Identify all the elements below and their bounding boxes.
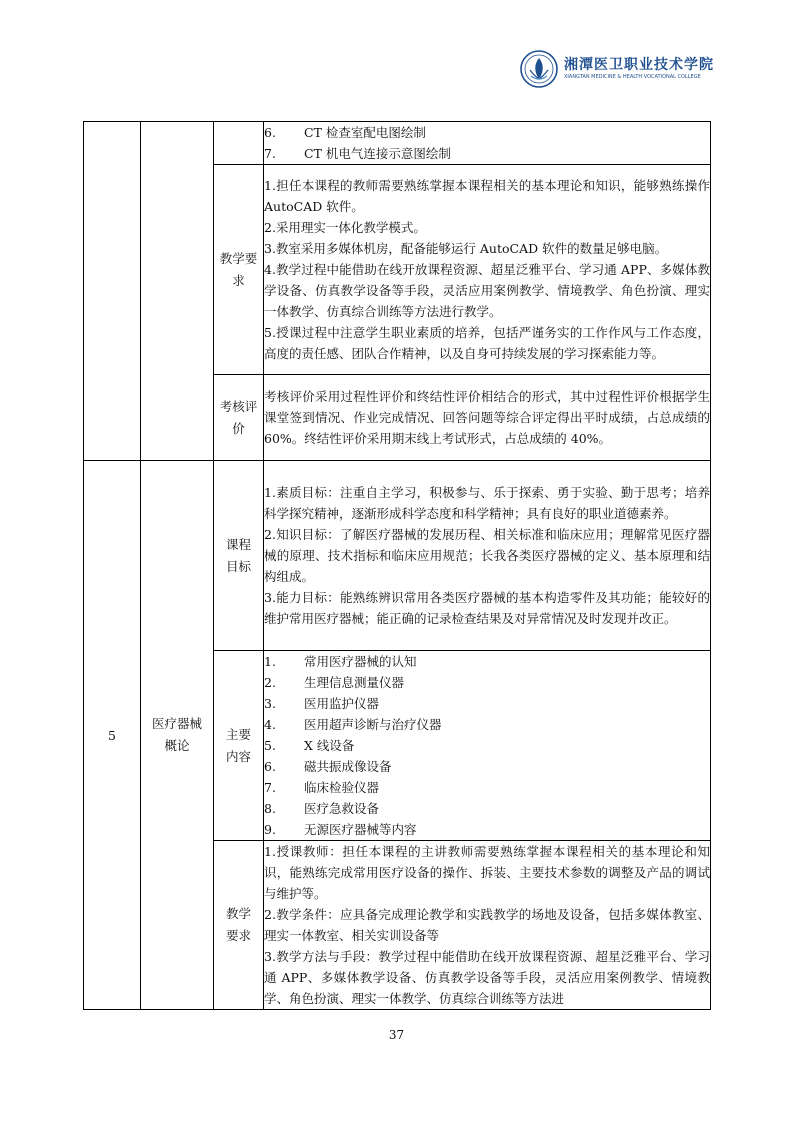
school-logo bbox=[520, 50, 716, 88]
paragraph: 1.授课教师：担任本课程的主讲教师需要熟练掌握本课程相关的基本理论和知识，能熟练完成常用医疗设备的操作、拆装、主要技术参数的调整及产品的调试与维护等。 bbox=[264, 844, 710, 901]
continued-name-cell bbox=[141, 122, 214, 461]
list-item: 6. CT 检查室配电图绘制 bbox=[264, 125, 426, 140]
content-label: 主要内容 bbox=[214, 651, 264, 841]
school-name-en: XIANGTAN MEDICINE & HEALTH VOCATIONAL COLLEGE bbox=[564, 74, 701, 80]
page-number: 37 bbox=[388, 1028, 405, 1042]
list-item: 7. CT 机电气连接示意图绘制 bbox=[264, 146, 451, 161]
list-item: 3. 医用监护仪器 bbox=[264, 696, 380, 711]
paragraph: 2.教学条件：应具备完成理论教学和实践教学的场地及设备，包括多媒体教室、理实一体教室、相关实训设备等 bbox=[264, 907, 710, 943]
paragraph: 4.教学过程中能借助在线开放课程资源、超星泛雅平台、学习通 APP、多媒体教学设备、仿真教学设备等手段，灵活应用案例教学、情境教学、角色扮演、理实一体教学、仿真综合训练等方法进行教学。 bbox=[264, 262, 710, 319]
paragraph: 1.担任本课程的教师需要熟练掌握本课程相关的基本理论和知识，能够熟练操作 AutoCAD 软件。 bbox=[264, 178, 710, 214]
list-item: 1. 常用医疗器械的认知 bbox=[264, 654, 417, 669]
list-item: 6. 磁共振成像设备 bbox=[264, 759, 392, 774]
list-item: 9. 无源医疗器械等内容 bbox=[264, 822, 417, 837]
table-row bbox=[84, 461, 711, 651]
list-item: 4. 医用超声诊断与治疗仪器 bbox=[264, 717, 442, 732]
list-item: 7. 临床检验仪器 bbox=[264, 780, 380, 795]
content-cell bbox=[264, 651, 711, 841]
table-row bbox=[84, 122, 711, 165]
objectives-label: 课程目标 bbox=[214, 461, 264, 651]
continued-content-label-cell bbox=[214, 122, 264, 165]
paragraph: 3.教室采用多媒体机房，配备能够运行 AutoCAD 软件的数量足够电脑。 bbox=[264, 241, 668, 256]
course-table bbox=[83, 121, 711, 1010]
list-item: 2. 生理信息测量仪器 bbox=[264, 675, 405, 690]
list-item: 8. 医疗急救设备 bbox=[264, 801, 380, 816]
teaching-req-cell-5 bbox=[264, 841, 711, 1010]
course-name: 医疗器械概论 bbox=[141, 461, 214, 1010]
paragraph: 5.授课过程中注意学生职业素质的培养，包括严谨务实的工作作风与工作态度，高度的责任感、团队合作精神，以及自身可持续发展的学习探索能力等。 bbox=[264, 325, 710, 361]
list-item: 5. X 线设备 bbox=[264, 738, 355, 753]
assessment-label: 考核评价 bbox=[214, 375, 264, 461]
paragraph: 1.素质目标：注重自主学习，积极参与、乐于探索、勇于实验、勤于思考；培养科学探究精神，逐渐形成科学态度和科学精神；具有良好的职业道德素养。 bbox=[264, 485, 710, 521]
course-number: 5 bbox=[84, 461, 141, 1010]
teaching-req-label-5: 教学要求 bbox=[214, 841, 264, 1010]
teaching-req-cell bbox=[264, 165, 711, 375]
paragraph: 3.教学方法与手段：教学过程中能借助在线开放课程资源、超星泛雅平台、学习通 APP、多媒体教学设备、仿真教学设备等手段，灵活应用案例教学、情境教学、角色扮演、理实一体教学、仿真综合训练等方法进 bbox=[264, 949, 710, 1006]
paragraph: 考核评价采用过程性评价和终结性评价相结合的形式，其中过程性评价根据学生课堂签到情况、作业完成情况、回答问题等综合评定得出平时成绩，占总成绩的 60%。终结性评价采用期末线上考试形式，占总成绩的 40%。 bbox=[264, 389, 710, 446]
teaching-req-label: 教学要求 bbox=[214, 165, 264, 375]
paragraph: 2.知识目标：了解医疗器械的发展历程、相关标准和临床应用；理解常见医疗器械的原理、技术指标和临床应用规范；长我各类医疗器械的定义、基本原理和结构组成。 bbox=[264, 527, 710, 584]
assessment-cell bbox=[264, 375, 711, 461]
continued-content-cell bbox=[264, 122, 711, 165]
paragraph: 3.能力目标：能熟练辨识常用各类医疗器械的基本构造零件及其功能；能较好的维护常用医疗器械；能正确的记录检查结果及对异常情况及时发现并改正。 bbox=[264, 590, 710, 626]
school-emblem-icon bbox=[520, 50, 558, 88]
objectives-cell bbox=[264, 461, 711, 651]
continued-number-cell bbox=[84, 122, 141, 461]
school-name: 湘潭医卫职业技术学院 bbox=[564, 57, 714, 73]
paragraph: 2.采用理实一体化教学模式。 bbox=[264, 220, 426, 235]
